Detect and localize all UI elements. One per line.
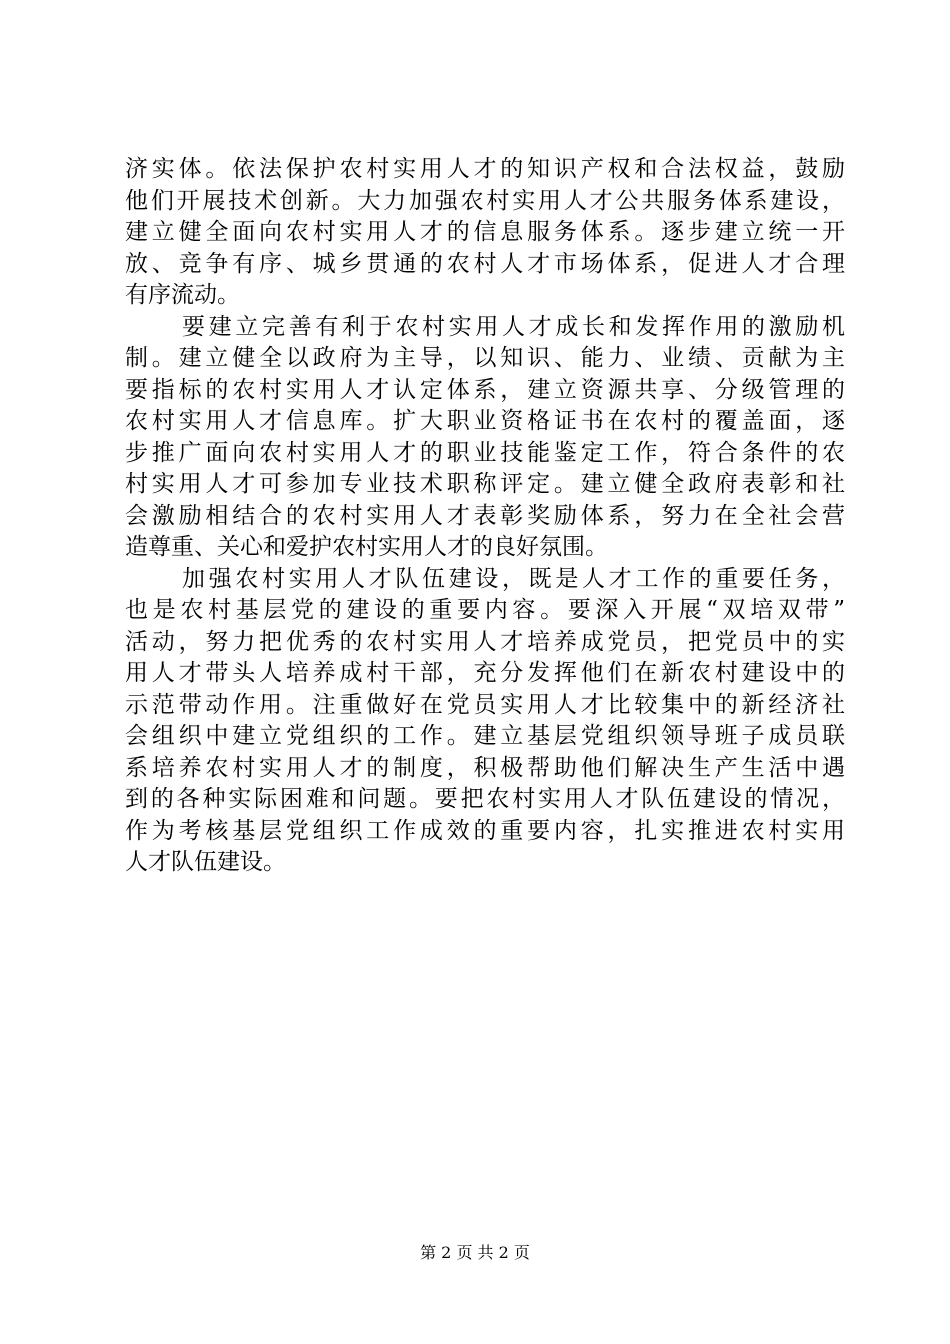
paragraph-3-line-1: 加强农村实用人才队伍建设，既是人才工作的重要任务， xyxy=(182,565,845,592)
paragraph-1-line-4: 放、竞争有序、城乡贯通的农村人才市场体系，促进人才合理 xyxy=(125,250,845,277)
document-body xyxy=(125,154,845,879)
paragraph-2-line-5: 步推广面向农村实用人才的职业技能鉴定工作，符合条件的农 xyxy=(125,439,845,466)
paragraph-2-line-4: 农村实用人才信息库。扩大职业资格证书在农村的覆盖面，逐 xyxy=(125,408,845,434)
paragraph-1-line-1: 济实体。依法保护农村实用人才的知识产权和合法权益，鼓励 xyxy=(125,156,845,182)
paragraph-3-line-3: 活动，努力把优秀的农村实用人才培养成党员，把党员中的实 xyxy=(125,628,845,655)
paragraph-3-line-9: 作为考核基层党组织工作成效的重要内容，扎实推进农村实用 xyxy=(125,817,845,844)
paragraph-3-line-4: 用人才带头人培养成村干部，充分发挥他们在新农村建设中的 xyxy=(125,660,845,686)
paragraph-3-line-6: 会组织中建立党组织的工作。建立基层党组织领导班子成员联 xyxy=(125,723,845,749)
paragraph-2-line-8: 造尊重、关心和爱护农村实用人才的良好氛围。 xyxy=(125,534,608,560)
paragraph-2-line-7: 会激励相结合的农村实用人才表彰奖励体系，努力在全社会营 xyxy=(125,502,845,529)
paragraph-2-line-6: 村实用人才可参加专业技术职称评定。建立健全政府表彰和社 xyxy=(125,471,845,497)
paragraph-1-line-2: 他们开展技术创新。大力加强农村实用人才公共服务体系建设， xyxy=(125,187,845,214)
paragraph-3-line-5: 示范带动作用。注重做好在党员实用人才比较集中的新经济社 xyxy=(125,691,845,718)
paragraph-1-line-3: 建立健全面向农村实用人才的信息服务体系。逐步建立统一开 xyxy=(125,219,845,245)
paragraph-3-line-10: 人才队伍建设。 xyxy=(125,849,286,875)
page-number-footer: 第 2 页 共 2 页 xyxy=(420,1243,530,1262)
paragraph-3-line-7: 系培养农村实用人才的制度，积极帮助他们解决生产生活中遇 xyxy=(125,754,845,781)
paragraph-2-line-2: 制。建立健全以政府为主导，以知识、能力、业绩、贡献为主 xyxy=(125,345,845,371)
paragraph-2-line-1: 要建立完善有利于农村实用人才成长和发挥作用的激励机 xyxy=(182,313,845,340)
paragraph-3-line-8: 到的各种实际困难和问题。要把农村实用人才队伍建设的情况， xyxy=(125,786,845,812)
paragraph-2-line-3: 要指标的农村实用人才认定体系，建立资源共享、分级管理的 xyxy=(125,376,845,403)
paragraph-1-line-5: 有序流动。 xyxy=(125,282,240,308)
paragraph-3-line-2: 也是农村基层党的建设的重要内容。要深入开展“双培双带” xyxy=(125,597,845,623)
